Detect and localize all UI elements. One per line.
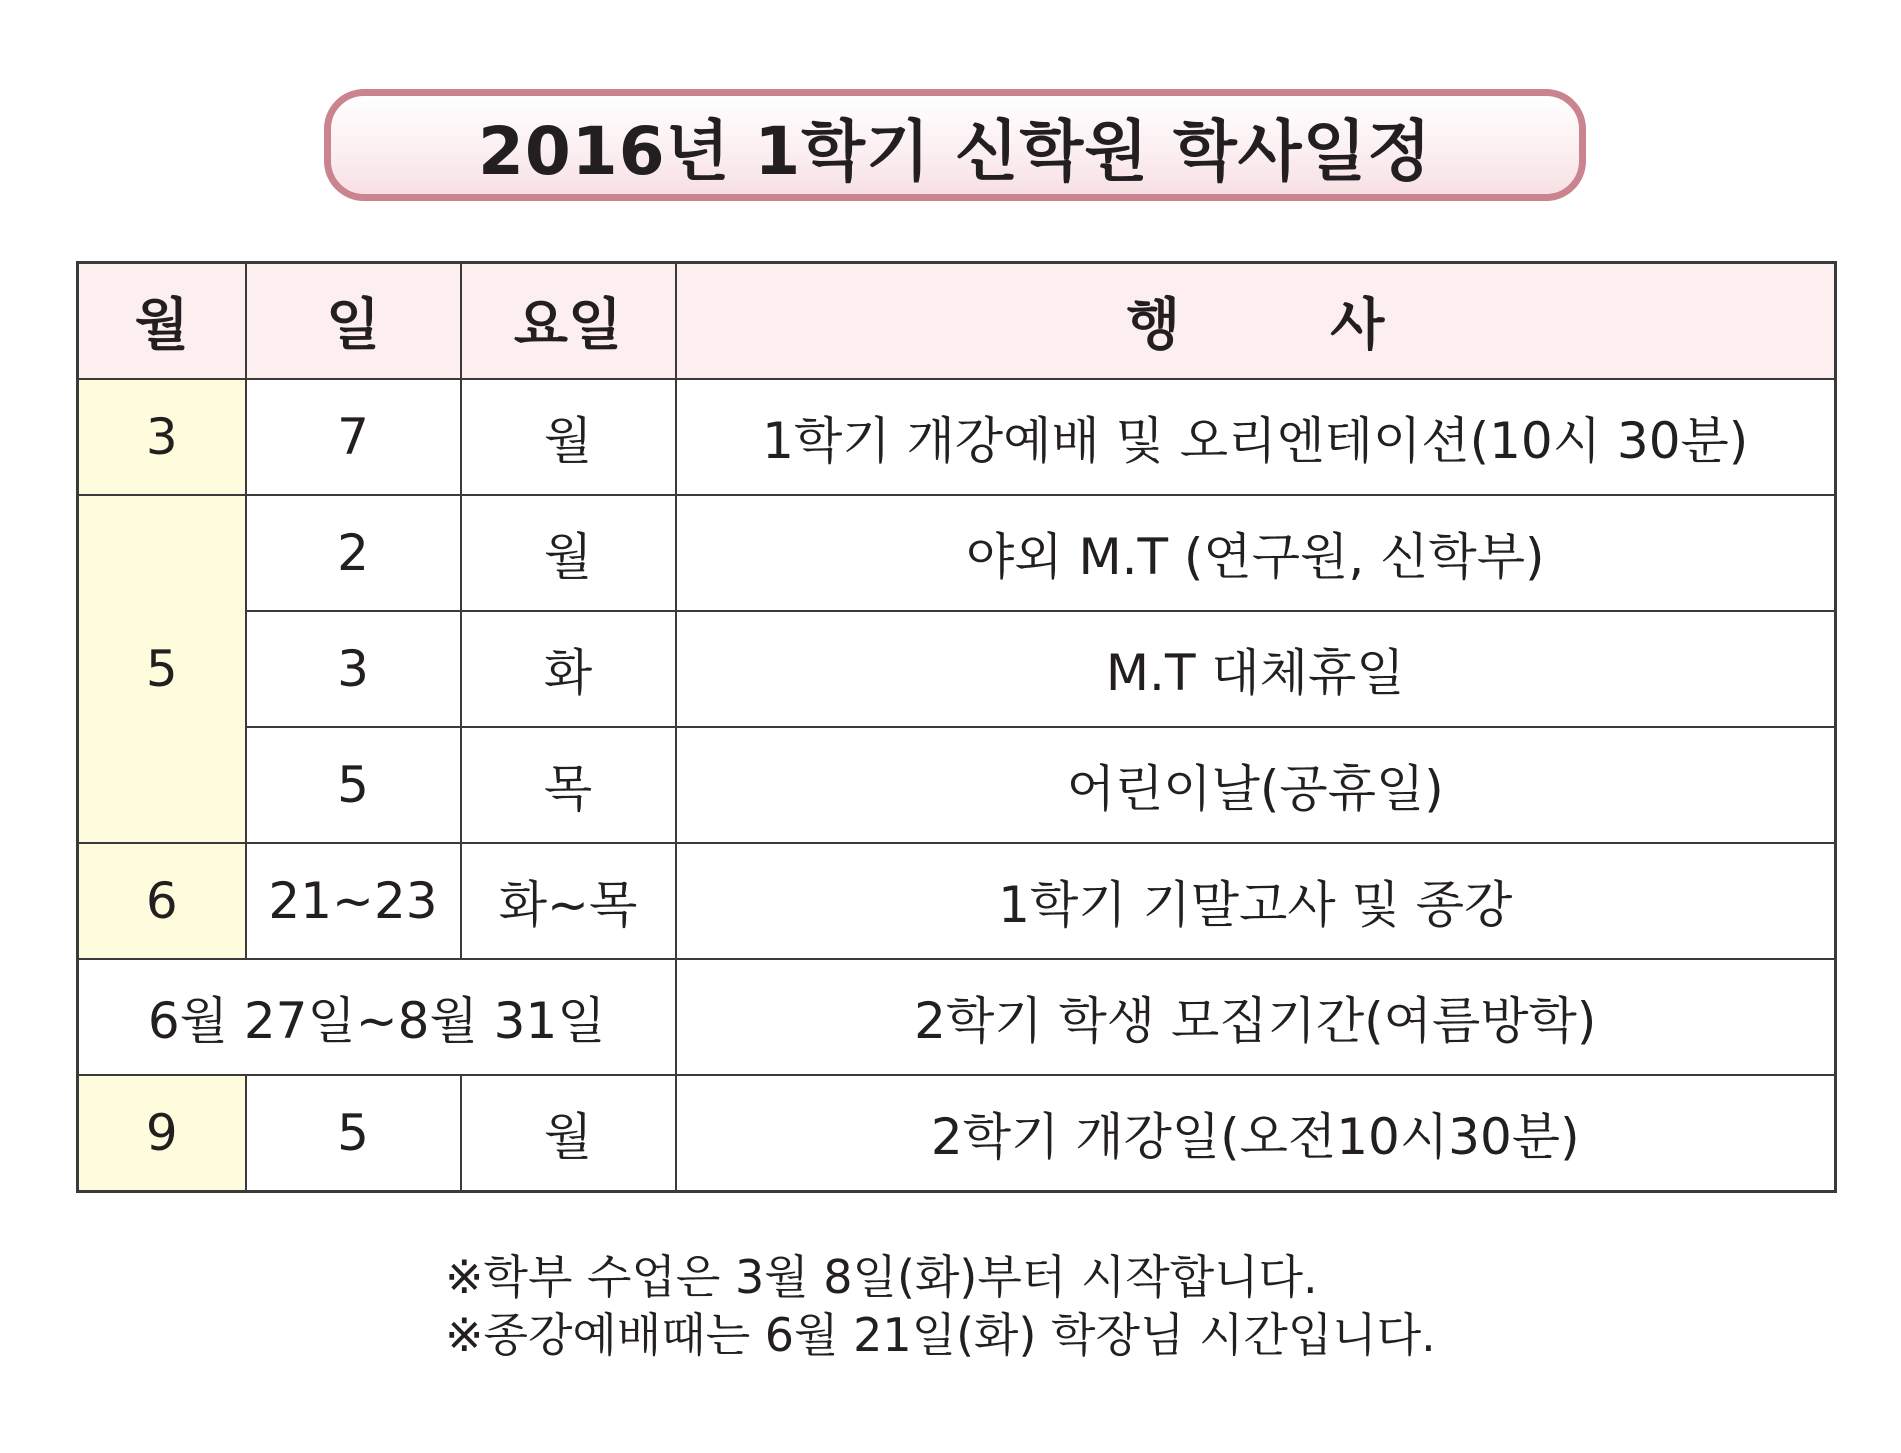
table-row bbox=[78, 727, 1836, 843]
weekday-cell: 월 bbox=[461, 379, 676, 495]
day-cell: 2 bbox=[246, 495, 461, 611]
table-row bbox=[78, 843, 1836, 959]
weekday-cell: 화∼목 bbox=[461, 843, 676, 959]
footnote: ※종강예배때는 6월 21일(화) 학장님 시간입니다. bbox=[445, 1308, 1436, 1362]
month-cell: 6 bbox=[78, 843, 246, 959]
event-cell: 1학기 개강예배 및 오리엔테이션(10시 30분) bbox=[676, 379, 1836, 495]
event-cell: 2학기 학생 모집기간(여름방학) bbox=[676, 959, 1836, 1075]
table-row bbox=[78, 959, 1836, 1075]
day-cell: 21∼23 bbox=[246, 843, 461, 959]
title-banner bbox=[324, 89, 1586, 201]
table-row bbox=[78, 495, 1836, 611]
day-cell: 3 bbox=[246, 611, 461, 727]
month-cell: 5 bbox=[78, 495, 246, 843]
table-row bbox=[78, 611, 1836, 727]
day-cell: 7 bbox=[246, 379, 461, 495]
event-cell: 어린이날(공휴일) bbox=[676, 727, 1836, 843]
month-cell: 3 bbox=[78, 379, 246, 495]
table-header-row bbox=[78, 263, 1836, 380]
header-day: 일 bbox=[246, 263, 461, 380]
event-cell: M.T 대체휴일 bbox=[676, 611, 1836, 727]
header-event-part-1: 행 bbox=[1126, 293, 1181, 358]
event-cell: 2학기 개강일(오전10시30분) bbox=[676, 1075, 1836, 1192]
table-row bbox=[78, 1075, 1836, 1192]
weekday-cell: 화 bbox=[461, 611, 676, 727]
schedule-table bbox=[76, 261, 1837, 1193]
footnote: ※학부 수업은 3월 8일(화)부터 시작합니다. bbox=[445, 1250, 1318, 1304]
day-cell: 5 bbox=[246, 1075, 461, 1192]
header-event-part-2: 사 bbox=[1330, 293, 1385, 358]
date-range-cell: 6월 27일∼8월 31일 bbox=[78, 959, 676, 1075]
footnotes bbox=[445, 1248, 1436, 1364]
page-title: 2016년 1학기 신학원 학사일정 bbox=[477, 112, 1433, 190]
weekday-cell: 월 bbox=[461, 495, 676, 611]
weekday-cell: 목 bbox=[461, 727, 676, 843]
event-cell: 야외 M.T (연구원, 신학부) bbox=[676, 495, 1836, 611]
header-weekday: 요일 bbox=[461, 263, 676, 380]
event-cell: 1학기 기말고사 및 종강 bbox=[676, 843, 1836, 959]
header-event bbox=[676, 263, 1836, 380]
table-row bbox=[78, 379, 1836, 495]
weekday-cell: 월 bbox=[461, 1075, 676, 1192]
header-month: 월 bbox=[78, 263, 246, 380]
day-cell: 5 bbox=[246, 727, 461, 843]
month-cell: 9 bbox=[78, 1075, 246, 1192]
